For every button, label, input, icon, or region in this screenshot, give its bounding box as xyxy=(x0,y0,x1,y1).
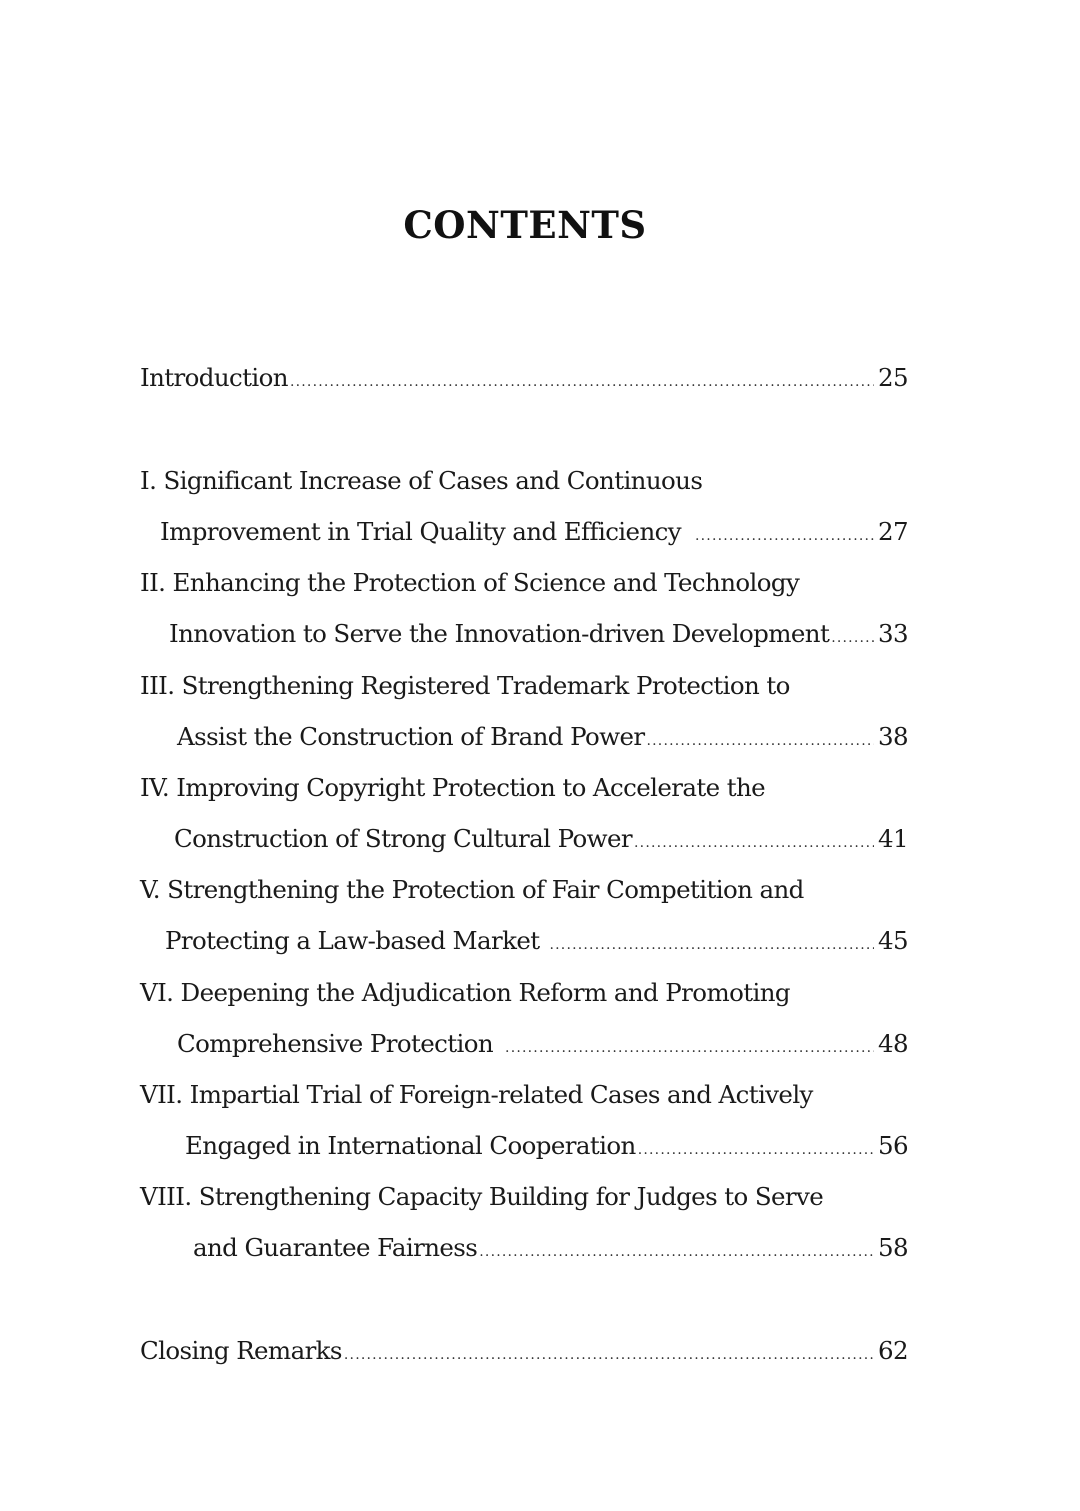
toc-page-number: 56 xyxy=(878,1131,908,1160)
toc-entry-label: Closing Remarks xyxy=(140,1336,342,1365)
toc-entry-section-8 xyxy=(140,1231,908,1265)
toc-page-number: 58 xyxy=(878,1233,908,1262)
toc-page-number: 41 xyxy=(878,824,908,853)
toc-entry-label: Protecting a Law-based Market xyxy=(165,926,540,955)
toc-entry-section-5-line-1: V. Strengthening the Protection of Fair Competition and xyxy=(140,875,804,904)
dot-leader xyxy=(634,826,874,860)
toc-entry-label: Introduction xyxy=(140,363,288,392)
toc-entry-section-4 xyxy=(140,822,908,856)
toc-entry-introduction xyxy=(140,361,908,395)
toc-entry-section-8-line-1: VIII. Strengthening Capacity Building for Judges to Serve xyxy=(140,1182,824,1211)
toc-page-number: 38 xyxy=(878,722,908,751)
toc-entry-label: Engaged in International Cooperation xyxy=(185,1131,636,1160)
toc-entry-label: and Guarantee Fairness xyxy=(193,1233,478,1262)
toc-entry-section-3 xyxy=(140,720,908,754)
toc-entry-section-6-line-1: VI. Deepening the Adjudication Reform and Promoting xyxy=(140,978,790,1007)
dot-leader xyxy=(505,1031,874,1065)
toc-entry-section-3-line-1: III. Strengthening Registered Trademark Protection to xyxy=(140,671,790,700)
page-title: CONTENTS xyxy=(403,203,647,247)
toc-entry-closing-remarks xyxy=(140,1334,908,1368)
toc-entry-label: Assist the Construction of Brand Power xyxy=(177,722,645,751)
toc-entry-section-2-line-1: II. Enhancing the Protection of Science and Technology xyxy=(140,568,800,597)
toc-page-number: 33 xyxy=(878,619,908,648)
toc-page-number: 62 xyxy=(878,1336,908,1365)
dot-leader xyxy=(831,621,874,655)
toc-entry-label: Improvement in Trial Quality and Efficiency xyxy=(160,517,681,546)
toc-entry-section-7 xyxy=(140,1129,908,1163)
toc-page-number: 25 xyxy=(878,363,908,392)
toc-page-number: 48 xyxy=(878,1029,908,1058)
toc-page-number: 27 xyxy=(878,517,908,546)
toc-entry-section-1-line-1: I. Significant Increase of Cases and Continuous xyxy=(140,466,703,495)
toc-entry-section-1 xyxy=(140,515,908,549)
dot-leader xyxy=(479,1235,874,1269)
toc-page-number: 45 xyxy=(878,926,908,955)
toc-entry-section-7-line-1: VII. Impartial Trial of Foreign-related Cases and Actively xyxy=(140,1080,813,1109)
dot-leader xyxy=(344,1338,874,1372)
toc-entry-section-4-line-1: IV. Improving Copyright Protection to Accelerate the xyxy=(140,773,766,802)
toc-entry-section-6 xyxy=(140,1027,908,1061)
dot-leader xyxy=(695,519,874,553)
dot-leader xyxy=(290,365,874,399)
toc-entry-label: Construction of Strong Cultural Power xyxy=(174,824,633,853)
toc-entry-section-2 xyxy=(140,617,908,651)
dot-leader xyxy=(550,928,875,962)
dot-leader xyxy=(647,724,875,758)
toc-entry-label: Innovation to Serve the Innovation-driven Development xyxy=(169,619,830,648)
toc-entry-section-5 xyxy=(140,924,908,958)
toc-entry-label: Comprehensive Protection xyxy=(177,1029,494,1058)
dot-leader xyxy=(638,1133,874,1167)
